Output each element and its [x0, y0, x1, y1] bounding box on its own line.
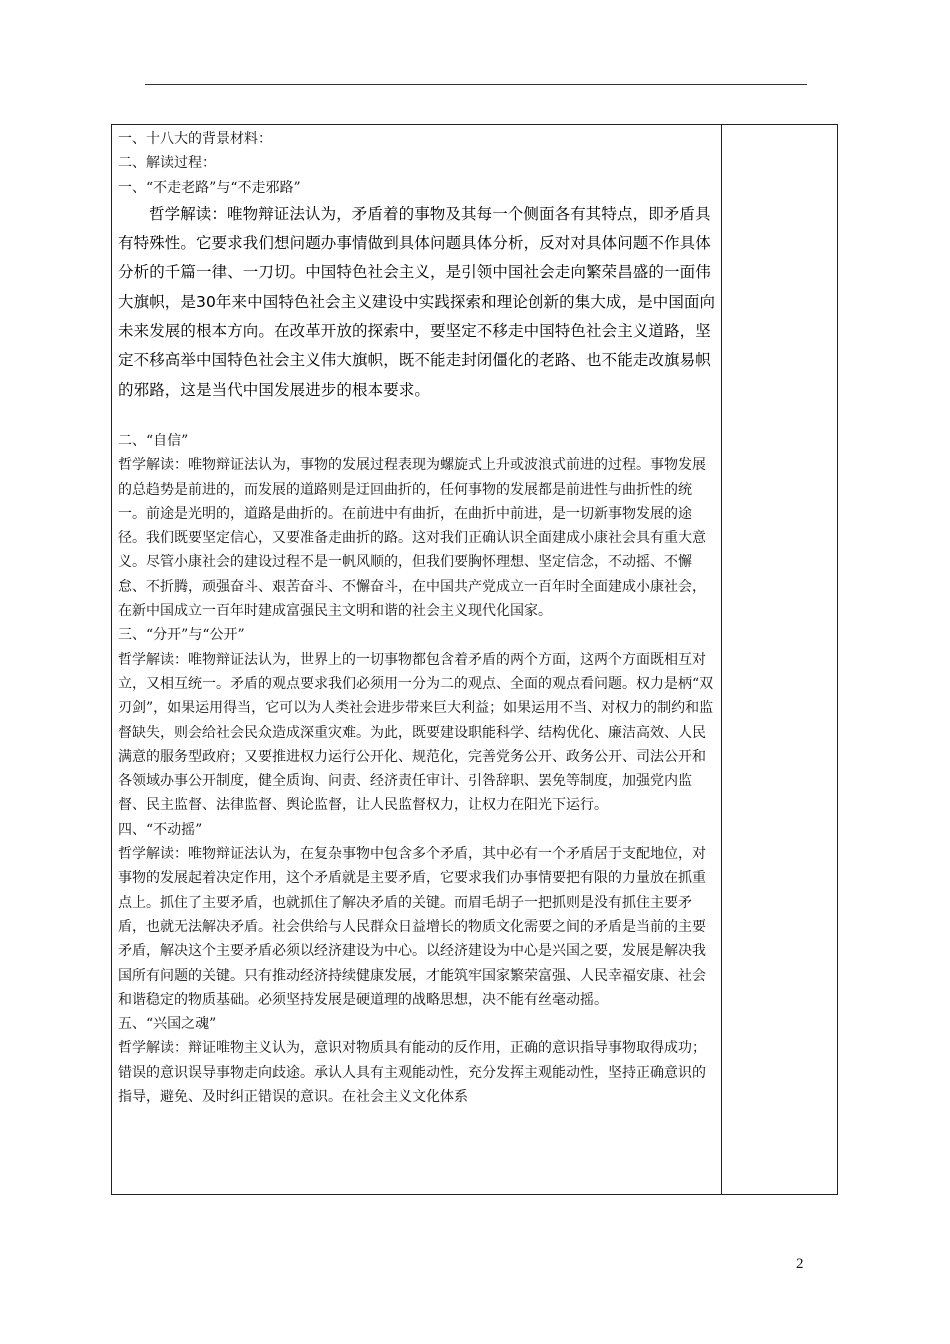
background-title: 一、十八大的背景材料：	[118, 131, 272, 147]
section-3-heading: 三、“分开”与“公开”	[118, 627, 245, 644]
section-2-heading: 二、“自信”	[118, 432, 189, 449]
process-title: 二、解读过程：	[118, 155, 216, 172]
section-3-body: 哲学解读：唯物辩证法认为，世界上的一切事物都包含着矛盾的两个方面，这两个方面既相互对立，又相互统一。矛盾的观点要求我们必须用一分为二的观点、全面的观点看问题。权力是柄“双刃剑”，如果运用得当，它可以为人类社会进步带来巨大利益；如果运用不当、对权力的制约和监督缺失，则会给社会民众造成深重灾难。为此，既要建设职能科学、结构优化、廉洁高效、人民满意的服务型政府；又要推进权力运行公开化、规范化，完善党务公开、政务公开、司法公开和各领域办事公开制度，健全质询、问责、经济责任审计、引咎辞职、罢免等制度，加强党内监督、民主监督、法律监督、舆论监督，让人民监督权力，让权力在阳光下运行。	[118, 651, 714, 814]
page-number: 2	[796, 1256, 804, 1272]
section-1-body: 哲学解读：唯物辩证法认为，矛盾着的事物及其每一个侧面各有其特点，即矛盾具有特殊性。它要求我们想问题办事情做到具体问题具体分析，反对对具体问题不作具体分析的千篇一律、一刀切。中国特色社会主义，是引领中国社会走向繁荣昌盛的一面伟大旗帜，是30年来中国特色社会主义建设中实践探索和理论创新的集大成，是中国面向未来发展的根本方向。在改革开放的探索中，要坚定不移走中国特色社会主义道路，坚定不移高举中国特色社会主义伟大旗帜，既不能走封闭僵化的老路、也不能走改旗易帜的邪路，这是当代中国发展进步的根本要求。	[118, 204, 716, 399]
section-5-heading: 五、“兴国之魂”	[118, 1016, 217, 1033]
spacer	[118, 405, 716, 429]
section-5-body: 哲学解读：辩证唯物主义认为，意识对物质具有能动的反作用，正确的意识指导事物取得成功；错误的意识误导事物走向歧途。承认人具有主观能动性，充分发挥主观能动性，坚持正确意识的指导，避免、及时纠正错误的意识。在社会主义文化体系	[118, 1040, 706, 1105]
section-4-body: 哲学解读：唯物辩证法认为，在复杂事物中包含多个矛盾，其中必有一个矛盾居于支配地位，对事物的发展起着决定作用，这个矛盾就是主要矛盾，它要求我们办事情要把有限的力量放在抓重点上。抓住了主要矛盾，也就抓住了解决矛盾的关键。而眉毛胡子一把抓则是没有抓住主要矛盾，也就无法解决矛盾。社会供给与人民群众日益增长的物质文化需要之间的矛盾是当前的主要矛盾，解决这个主要矛盾必须以经济建设为中心。以经济建设为中心是兴国之要，发展是解决我国所有问题的关键。只有推动经济持续健康发展，才能筑牢国家繁荣富强、人民幸福安康、社会和谐稳定的物质基础。必须坚持发展是硬道理的战略思想，决不能有丝毫动摇。	[118, 846, 706, 1008]
section-2-body: 哲学解读：唯物辩证法认为，事物的发展过程表现为螺旋式上升或波浪式前进的过程。事物发展的总趋势是前进的，而发展的道路则是迂回曲折的，任何事物的发展都是前进性与曲折性的统一。前途是光明的，道路是曲折的。在前进中有曲折，在曲折中前进，是一切新事物发展的途径。我们既要坚定信心，又要准备走曲折的路。这对我们正确认识全面建成小康社会具有重大意义。尽管小康社会的建设过程不是一帆风顺的，但我们要胸怀理想、坚定信念，不动摇、不懈怠、不折腾，顽强奋斗、艰苦奋斗、不懈奋斗，在中国共产党成立一百年时全面建成小康社会，在新中国成立一百年时建成富强民主文明和谐的社会主义现代化国家。	[118, 457, 706, 620]
table-column-divider	[721, 124, 722, 1195]
table-main-cell	[118, 127, 716, 1193]
section-4-heading: 四、“不动摇”	[118, 821, 203, 838]
header-rule	[145, 84, 807, 85]
section-1-heading: 一、“不走老路”与“不走邪路”	[118, 179, 301, 196]
